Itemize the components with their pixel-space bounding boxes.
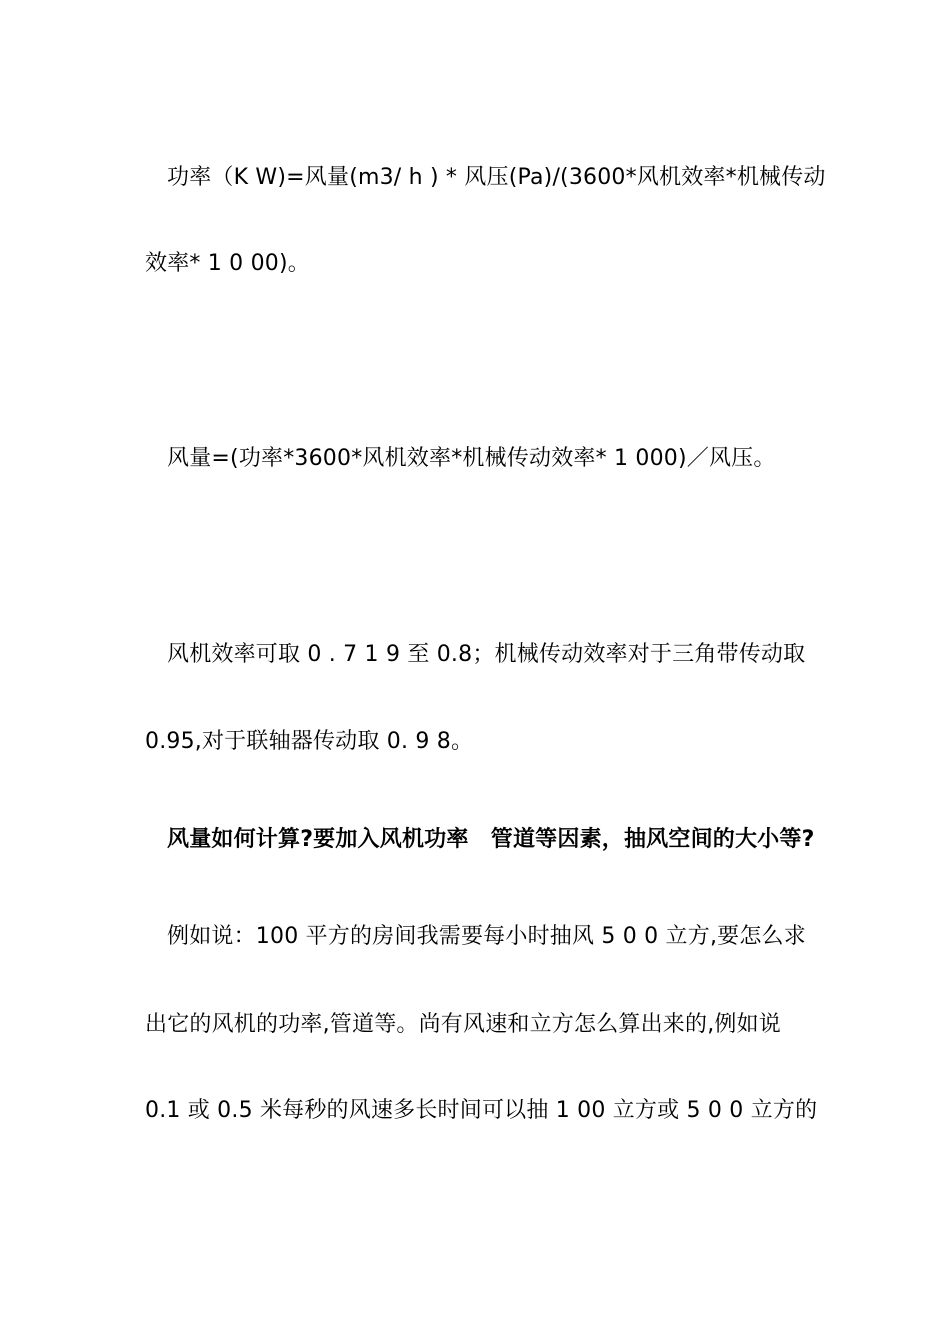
efficiency-note-line-1: 风机效率可取 0 . 7 1 9 至 0.8；机械传动效率对于三角带传动取 (167, 642, 806, 667)
efficiency-note-line-2: 0.95,对于联轴器传动取 0. 9 8。 (145, 729, 474, 754)
formula-power-line-1: 功率（K W)=风量(m3/ h ) * 风压(Pa)/(3600*风机效率*机械传动 (167, 165, 826, 190)
example-line-2: 出它的风机的功率,管道等。尚有风速和立方怎么算出来的,例如说 (145, 1012, 781, 1037)
formula-airflow-line: 风量=(功率*3600*风机效率*机械传动效率* 1 000)／风压。 (167, 446, 776, 471)
example-line-1: 例如说：100 平方的房间我需要每小时抽风 5 0 0 立方,要怎么求 (167, 924, 806, 949)
example-line-3: 0.1 或 0.5 米每秒的风速多长时间可以抽 1 00 立方或 5 0 0 立方的 (145, 1098, 818, 1123)
formula-power-line-2: 效率* 1 0 00)。 (145, 251, 310, 276)
question-heading: 风量如何计算?要加入风机功率 管道等因素，抽风空间的大小等? (167, 827, 815, 852)
